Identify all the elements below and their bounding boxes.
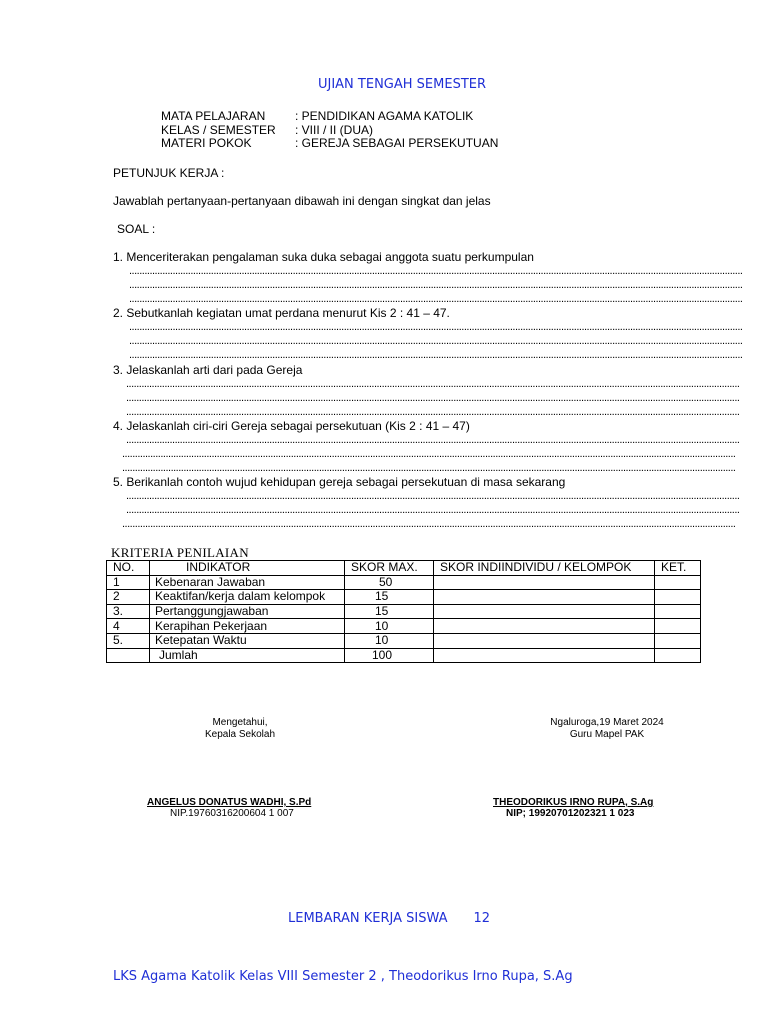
question-3: 3. Jelaskanlah arti dari pada Gereja xyxy=(113,363,303,377)
info-label-class: KELAS / SEMESTER xyxy=(161,122,276,137)
criteria-heading: KRITERIA PENILAIAN xyxy=(111,545,249,560)
question-4: 4. Jelaskanlah ciri-ciri Gereja sebagai persekutuan (Kis 2 : 41 – 47) xyxy=(113,419,470,433)
worksheet-title: LEMBARAN KERJA SISWA xyxy=(288,911,448,926)
answer-line[interactable]: ................................................................................................................................................................................................................................................ xyxy=(129,321,743,333)
answer-line[interactable]: ................................................................................................................................................................................................................................................ xyxy=(126,434,740,446)
row-skor-input[interactable] xyxy=(434,604,655,619)
signature-left-header xyxy=(140,717,340,741)
row-skor-max: 15 xyxy=(345,604,434,619)
answer-line[interactable]: ................................................................................................................................................................................................................................................ xyxy=(122,518,736,530)
signature-right-header xyxy=(507,717,707,741)
row-ket-input[interactable] xyxy=(655,604,701,619)
answer-line[interactable]: ................................................................................................................................................................................................................................................ xyxy=(122,448,736,460)
total-skor-input[interactable] xyxy=(434,648,655,663)
row-indikator: Ketepatan Waktu xyxy=(150,633,345,648)
signature-left-name: ANGELUS DONATUS WADHI, S.Pd xyxy=(147,797,312,808)
row-skor-input[interactable] xyxy=(434,590,655,605)
col-header-no: NO. xyxy=(107,561,150,576)
instructions-text: Jawablah pertanyaan-pertanyaan dibawah ini dengan singkat dan jelas xyxy=(113,194,491,208)
info-labels xyxy=(161,110,276,151)
answer-line[interactable]: ................................................................................................................................................................................................................................................ xyxy=(126,378,740,390)
row-indikator: Kebenaran Jawaban xyxy=(150,575,345,590)
answer-line[interactable]: ................................................................................................................................................................................................................................................ xyxy=(126,392,740,404)
answer-line[interactable]: ................................................................................................................................................................................................................................................ xyxy=(126,504,740,516)
worksheet-label xyxy=(288,911,490,926)
info-value-topic: : GEREJA SEBAGAI PERSEKUTUAN xyxy=(295,136,499,150)
table-row xyxy=(107,604,701,619)
row-skor-input[interactable] xyxy=(434,619,655,634)
total-no xyxy=(107,648,150,663)
info-label-subject: MATA PELAJARAN xyxy=(161,109,266,123)
exam-title: UJIAN TENGAH SEMESTER xyxy=(317,77,487,92)
row-indikator: Pertanggungjawaban xyxy=(150,604,345,619)
soal-label: SOAL : xyxy=(117,222,156,236)
footer-caption: LKS Agama Katolik Kelas VIII Semester 2 , Theodorikus Irno Rupa, S.Ag xyxy=(113,969,573,984)
row-no: 2 xyxy=(107,590,150,605)
criteria-header-row xyxy=(107,561,701,576)
table-row xyxy=(107,575,701,590)
criteria-table xyxy=(106,560,701,663)
question-5: 5. Berikanlah contoh wujud kehidupan gereja sebagai persekutuan di masa sekarang xyxy=(113,475,566,489)
row-skor-max: 10 xyxy=(345,633,434,648)
table-row xyxy=(107,590,701,605)
col-header-indikator: INDIKATOR xyxy=(150,561,345,576)
row-no: 3. xyxy=(107,604,150,619)
row-skor-input[interactable] xyxy=(434,633,655,648)
answer-line[interactable]: ................................................................................................................................................................................................................................................ xyxy=(126,490,740,502)
info-values xyxy=(295,110,498,151)
answer-line[interactable]: ................................................................................................................................................................................................................................................ xyxy=(122,462,736,474)
total-ket-input[interactable] xyxy=(655,648,701,663)
answer-line[interactable]: ................................................................................................................................................................................................................................................ xyxy=(126,406,740,418)
signature-left-line2: Kepala Sekolah xyxy=(204,729,276,740)
signature-right-line1: Ngaluroga,19 Maret 2024 xyxy=(550,717,664,728)
table-row xyxy=(107,633,701,648)
row-ket-input[interactable] xyxy=(655,575,701,590)
answer-line[interactable]: ................................................................................................................................................................................................................................................ xyxy=(129,349,743,361)
table-row xyxy=(107,619,701,634)
col-header-ket: KET. xyxy=(655,561,701,576)
row-no: 5. xyxy=(107,633,150,648)
row-skor-input[interactable] xyxy=(434,575,655,590)
row-indikator: Kerapihan Pekerjaan xyxy=(150,619,345,634)
row-no: 1 xyxy=(107,575,150,590)
answer-line[interactable]: ................................................................................................................................................................................................................................................ xyxy=(129,293,743,305)
question-1: 1. Menceriterakan pengalaman suka duka sebagai anggota suatu perkumpulan xyxy=(113,250,534,264)
signature-right-nip: NIP; 19920701202321 1 023 xyxy=(506,808,635,819)
answer-line[interactable]: ................................................................................................................................................................................................................................................ xyxy=(129,335,743,347)
row-ket-input[interactable] xyxy=(655,633,701,648)
row-skor-max: 15 xyxy=(345,590,434,605)
row-ket-input[interactable] xyxy=(655,619,701,634)
instructions-heading: PETUNJUK KERJA : xyxy=(113,166,225,180)
col-header-skor-individu: SKOR INDIINDIVIDU / KELOMPOK xyxy=(434,561,655,576)
total-row xyxy=(107,648,701,663)
info-label-topic: MATERI POKOK xyxy=(161,136,252,150)
row-indikator: Keaktifan/kerja dalam kelompok xyxy=(150,590,345,605)
info-value-class: : VIII / II (DUA) xyxy=(295,122,374,137)
row-skor-max: 50 xyxy=(345,575,434,590)
row-skor-max: 10 xyxy=(345,619,434,634)
row-ket-input[interactable] xyxy=(655,590,701,605)
info-value-subject: : PENDIDIKAN AGAMA KATOLIK xyxy=(295,109,474,123)
question-2: 2. Sebutkanlah kegiatan umat perdana menurut Kis 2 : 41 – 47. xyxy=(113,306,450,320)
answer-line[interactable]: ................................................................................................................................................................................................................................................ xyxy=(129,265,743,277)
row-no: 4 xyxy=(107,619,150,634)
page-number: 12 xyxy=(473,911,491,926)
signature-left-line1: Mengetahui, xyxy=(212,717,268,728)
col-header-skor-max: SKOR MAX. xyxy=(345,561,434,576)
total-label: Jumlah xyxy=(150,648,345,663)
signature-right-line2: Guru Mapel PAK xyxy=(569,729,645,740)
signature-right-name: THEODORIKUS IRNO RUPA, S.Ag xyxy=(493,797,654,808)
answer-line[interactable]: ................................................................................................................................................................................................................................................ xyxy=(129,279,743,291)
total-value: 100 xyxy=(345,648,434,663)
signature-left-nip: NIP.19760316200604 1 007 xyxy=(170,808,294,819)
